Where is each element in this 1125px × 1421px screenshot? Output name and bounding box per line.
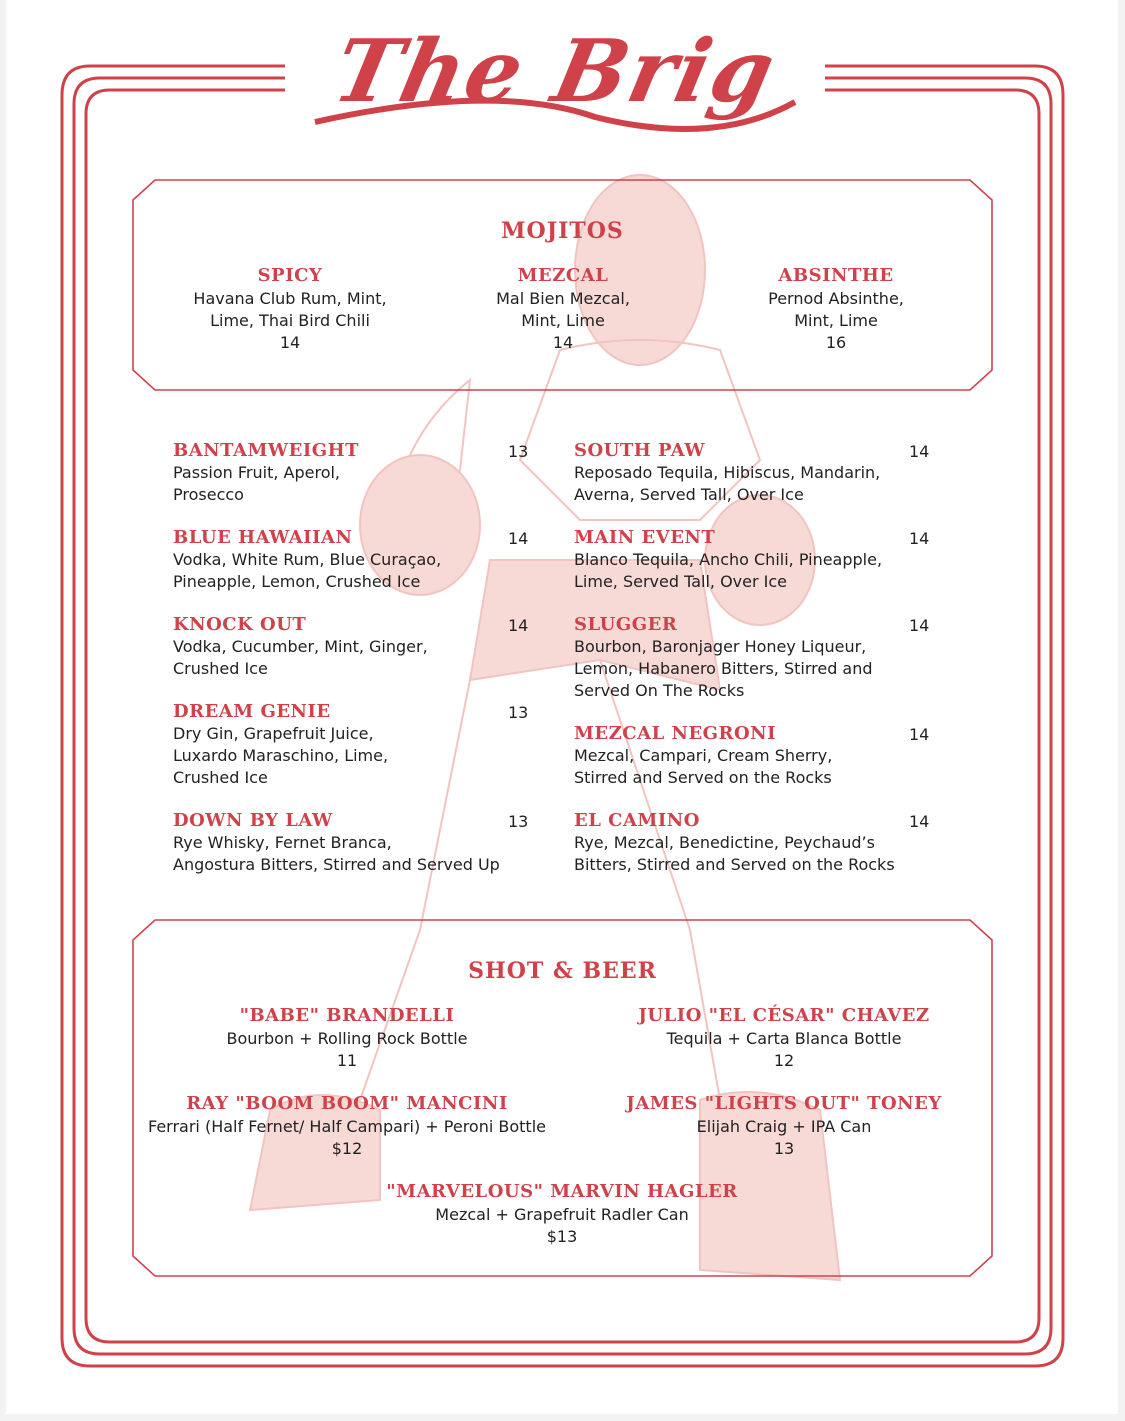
item-desc: Passion Fruit, Aperol, (173, 463, 341, 482)
shot-item (564, 1092, 1004, 1160)
item-price: 13 (508, 442, 529, 461)
item-desc: Luxardo Maraschino, Lime, (173, 746, 389, 765)
logo-text: The Brig (325, 21, 785, 122)
cocktail-item (173, 701, 533, 789)
item-price: $12 (331, 1139, 363, 1158)
cocktail-item (574, 527, 934, 593)
mojito-item (706, 264, 966, 354)
item-name: "BABE" BRANDELLI (239, 1005, 455, 1026)
item-name: SOUTH PAW (574, 440, 706, 461)
item-name: MAIN EVENT (574, 527, 716, 548)
item-desc: Crushed Ice (173, 659, 268, 678)
mojito-item (160, 264, 420, 354)
item-name: BANTAMWEIGHT (173, 440, 360, 461)
item-desc: Crushed Ice (173, 768, 268, 787)
item-name: JULIO "EL CÉSAR" CHAVEZ (638, 1005, 930, 1026)
item-desc: Mezcal + Grapefruit Radler Can (435, 1205, 689, 1224)
item-name: MEZCAL NEGRONI (574, 723, 777, 744)
item-desc: Lime, Served Tall, Over Ice (574, 572, 788, 591)
item-desc: Stirred and Served on the Rocks (574, 768, 832, 787)
item-price: 14 (279, 333, 301, 352)
cocktail-item (574, 810, 934, 876)
item-desc: Pernod Absinthe, (768, 289, 904, 308)
cocktail-item (173, 527, 533, 593)
item-name: MEZCAL (517, 265, 609, 286)
cocktail-item (574, 440, 934, 506)
item-desc: Vodka, Cucumber, Mint, Ginger, (173, 637, 428, 656)
item-price: 14 (909, 529, 930, 548)
item-name: SLUGGER (574, 614, 678, 635)
item-name: DREAM GENIE (173, 701, 331, 722)
item-desc: Lemon, Habanero Bitters, Stirred and (574, 659, 873, 678)
item-name: JAMES "LIGHTS OUT" TONEY (626, 1093, 942, 1114)
item-price: 12 (773, 1051, 795, 1070)
item-name: ABSINTHE (778, 265, 894, 286)
mojito-item (433, 264, 693, 354)
item-desc: Bourbon, Baronjager Honey Liqueur, (574, 637, 867, 656)
item-desc: Angostura Bitters, Stirred and Served Up (173, 855, 500, 874)
item-desc: Bourbon + Rolling Rock Bottle (226, 1029, 468, 1048)
item-name: KNOCK OUT (173, 614, 307, 635)
item-name: RAY "BOOM BOOM" MANCINI (186, 1093, 508, 1114)
item-desc: Vodka, White Rum, Blue Curaçao, (173, 550, 442, 569)
item-desc: Prosecco (173, 485, 244, 504)
item-price: 14 (508, 529, 529, 548)
cocktail-item (173, 810, 533, 876)
item-desc: Bitters, Stirred and Served on the Rocks (574, 855, 895, 874)
item-price: 13 (773, 1139, 795, 1158)
shot-item (564, 1004, 1004, 1072)
item-desc: Mint, Lime (521, 311, 605, 330)
item-desc: Elijah Craig + IPA Can (696, 1117, 872, 1136)
cocktail-item (173, 440, 533, 506)
item-price: 14 (909, 725, 930, 744)
item-name: BLUE HAWAIIAN (173, 527, 353, 548)
item-desc: Rye Whisky, Fernet Branca, (173, 833, 392, 852)
item-desc: Served On The Rocks (574, 681, 745, 700)
shot-item (127, 1092, 567, 1160)
item-name: "MARVELOUS" MARVIN HAGLER (386, 1181, 738, 1202)
item-desc: Rye, Mezcal, Benedictine, Peychaud’s (574, 833, 875, 852)
item-desc: Pineapple, Lemon, Crushed Ice (173, 572, 421, 591)
item-price: $13 (546, 1227, 578, 1246)
item-desc: Lime, Thai Bird Chili (210, 311, 370, 330)
cocktail-item (574, 723, 934, 789)
item-price: 14 (909, 616, 930, 635)
shot-beer-title: SHOT & BEER (468, 958, 657, 984)
item-desc: Averna, Served Tall, Over Ice (574, 485, 804, 504)
brand-logo (295, 22, 815, 142)
cocktail-item (574, 614, 934, 702)
item-price: 14 (909, 812, 930, 831)
cocktail-item (173, 614, 533, 680)
shot-item (127, 1004, 567, 1072)
item-desc: Ferrari (Half Fernet/ Half Campari) + Peroni Bottle (148, 1117, 546, 1136)
item-desc: Mezcal, Campari, Cream Sherry, (574, 746, 833, 765)
mojitos-title: MOJITOS (501, 218, 624, 244)
item-desc: Mint, Lime (794, 311, 878, 330)
item-price: 11 (336, 1051, 358, 1070)
item-desc: Dry Gin, Grapefruit Juice, (173, 724, 374, 743)
item-price: 14 (909, 442, 930, 461)
shot-item (342, 1180, 782, 1248)
item-name: DOWN BY LAW (173, 810, 333, 831)
item-price: 14 (508, 616, 529, 635)
item-desc: Blanco Tequila, Ancho Chili, Pineapple, (574, 550, 883, 569)
item-price: 16 (825, 333, 847, 352)
item-name: SPICY (257, 265, 323, 286)
item-desc: Havana Club Rum, Mint, (193, 289, 387, 308)
item-desc: Mal Bien Mezcal, (496, 289, 630, 308)
item-name: EL CAMINO (574, 810, 700, 831)
item-price: 14 (552, 333, 574, 352)
item-desc: Reposado Tequila, Hibiscus, Mandarin, (574, 463, 881, 482)
item-price: 13 (508, 703, 529, 722)
item-price: 13 (508, 812, 529, 831)
item-desc: Tequila + Carta Blanca Bottle (666, 1029, 902, 1048)
